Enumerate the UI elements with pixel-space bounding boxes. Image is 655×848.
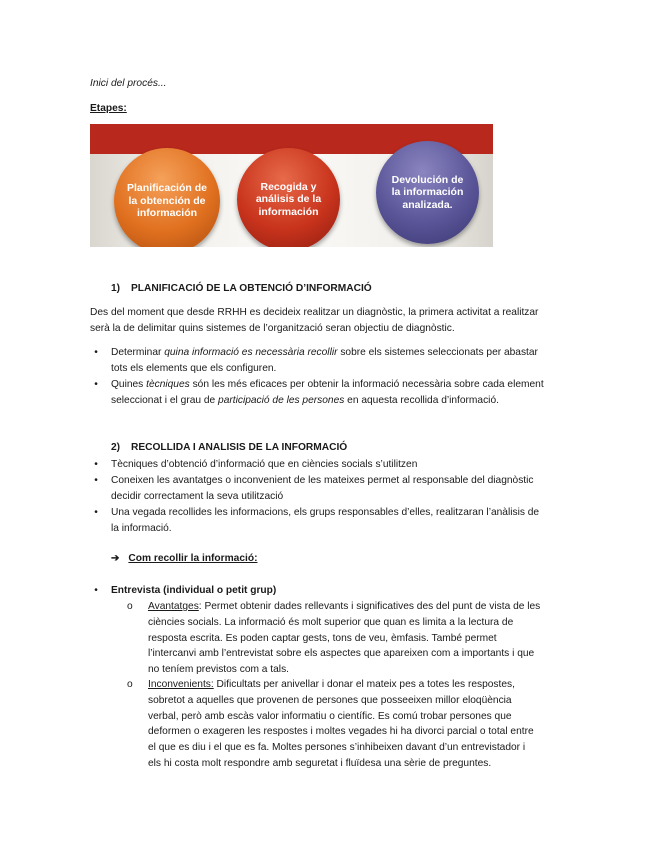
- etapes-heading: Etapes:: [90, 103, 127, 114]
- bullet-dot: •: [94, 459, 98, 470]
- entrevista-advantages: o Avantatges: Permet obtenir dades rellevants i significatives des del punt de vista de les ciències socials. La informació és molt superior que quan es limita a la lectura de resposta escrita. Es poden captar gests, tons de veu, èmfasis. També permet l’intercanvi amb l’entrevistat sobre els aspectes que apareixen com a importants i que no teníem previstos com a tals.: [127, 601, 541, 676]
- stage-circle-return-label: Devolución de la información analizada.: [391, 173, 464, 211]
- section1-bullet-1-emphasis: quina informació es necessària recollir: [164, 347, 338, 358]
- intro-text: Inici del procés...: [90, 78, 167, 89]
- section2-bullet-2: • Coneixen les avantatges o inconvenient de les mateixes permet al responsable del diagnòstic decidir correctament la seva utilització: [111, 473, 571, 505]
- advantages-label: Avantatges: [148, 601, 199, 612]
- how-to-collect-heading: Com recollir la informació:: [128, 553, 258, 564]
- arrow-right-icon: ➔: [111, 553, 120, 564]
- section1-bullet-2: [94, 377, 571, 409]
- bullet-dot: •: [94, 475, 98, 486]
- bullet-dot: •: [94, 585, 98, 596]
- section2-title: RECOLLIDA I ANALISIS DE LA INFORMACIÓ: [131, 442, 348, 453]
- section1-bullet-2-line2: seleccionat i el grau de participació de les persones en aquesta recollida d’informació.: [111, 394, 499, 406]
- section2-number: 2): [111, 442, 121, 453]
- bullet-dot: •: [94, 379, 98, 390]
- stage-circle-collection: [237, 148, 340, 247]
- section1-bullet-1-line1: Determinar quina informació es necessària recollir sobre els sistemes seleccionats per abastar: [111, 347, 538, 358]
- stage-circle-planning-label: Planificación de la obtención de información: [127, 182, 207, 220]
- drawbacks-label: Inconvenients:: [148, 679, 214, 690]
- section1-bullet-1: [94, 345, 571, 377]
- how-to-collect-line: [111, 551, 257, 567]
- section2-heading: [111, 440, 347, 456]
- entrevista-bullet: [94, 583, 571, 599]
- section1-heading: [111, 281, 372, 297]
- bullet-dot: •: [94, 347, 98, 358]
- process-stages-banner: [90, 124, 493, 247]
- section2-bullet-3: • Una vegada recollides les informacions, els grups responsables d’elles, realitzaran l’anàlisis de la informació.: [111, 505, 571, 537]
- stage-circle-planning: [114, 148, 220, 247]
- bullet-dot: •: [94, 507, 98, 518]
- section1-bullet-1-line2: tots els elements que els configuren.: [111, 362, 277, 374]
- entrevista-title: Entrevista (individual o petit grup): [111, 585, 277, 596]
- circle-bullet-icon: o: [127, 601, 133, 612]
- section1-bullet-2-line1: Quines tècniques són les més eficaces per obtenir la informació necessària sobre cada element: [111, 379, 544, 390]
- section2-bullet-1: • Tècniques d’obtenció d’informació que en ciències socials s’utilitzen: [111, 457, 571, 473]
- stage-circle-return: [376, 141, 479, 244]
- stage-circle-collection-label: Recogida y análisis de la información: [255, 180, 322, 218]
- entrevista-drawbacks: o Inconvenients: Dificultats per anivellar i donar el mateix pes a totes les respostes, sobretot a aquelles que provenen de persones que posseeixen millor eloqüència verbal, però amb escàs valor informatiu o científic. Es comú trobar persones que deformen o exageren les respostes i moltes vegades hi ha divorci parcial o total entre el que es diu i el que es fa. Moltes persones s’inhibeixen davant d’un entrevistador i els hi costa molt respondre amb seguretat i fluïdesa una sèrie de preguntes.: [127, 679, 534, 769]
- circle-bullet-icon: o: [127, 679, 133, 690]
- section1-number: 1): [111, 283, 121, 294]
- section1-title: PLANIFICACIÓ DE LA OBTENCIÓ D’INFORMACIÓ: [131, 283, 372, 294]
- section1-paragraph-line1: Des del moment que desde RRHH es decideix realitzar un diagnòstic, la primera activitat a realitzar: [90, 307, 539, 318]
- section1-bullet-2-emphasis: tècniques: [146, 379, 190, 390]
- section1-paragraph-line2: serà la de delimitar quins sistemes de l’organització seran objectiu de diagnòstic.: [90, 323, 455, 334]
